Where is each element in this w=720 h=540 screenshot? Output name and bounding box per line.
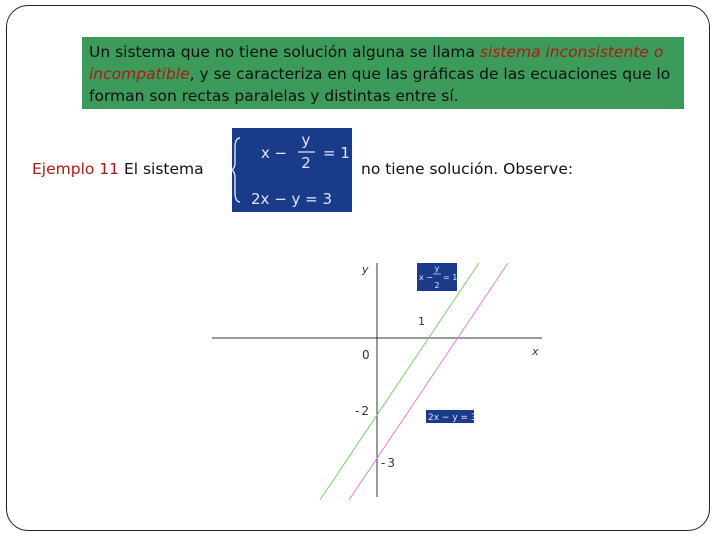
tick-label-1: 1 — [418, 315, 425, 328]
line1-label-den: 2 — [434, 281, 440, 290]
tick-label-neg3: -3 — [381, 456, 397, 470]
example-suffix: no tiene solución. Observe: — [361, 160, 574, 178]
origin-label: 0 — [362, 348, 370, 362]
line1-label — [417, 263, 457, 291]
definition-text-end: , y se caracteriza en que las gráficas de las ecuaciones que lo forman son rectas paralelas y distintas entre sí. — [89, 65, 671, 105]
eq1-rhs: = 1 — [323, 144, 350, 162]
line1-label-lhs: x − — [419, 273, 433, 282]
line2-label-text: 2x − y = 3 — [428, 413, 477, 423]
line2-label — [426, 410, 477, 423]
eq1-fraction-denominator: 2 — [301, 154, 311, 172]
tick-label-neg2: -2 — [355, 404, 371, 418]
eq1-lhs: x − — [261, 144, 288, 162]
example-prefix: El sistema — [123, 160, 204, 178]
y-axis-label: y — [362, 263, 369, 276]
definition-text-start: Un sistema que no tiene solución alguna se llama — [89, 43, 480, 61]
line1-label-rhs: = 1 — [443, 273, 458, 282]
eq2: 2x − y = 3 — [251, 190, 333, 208]
line-eq1 — [349, 263, 508, 500]
definition-term: sistema inconsistente o incompatible — [89, 43, 664, 83]
line-eq2 — [320, 263, 479, 500]
line1-label-num: y — [434, 264, 440, 273]
example-label: Ejemplo 11 — [32, 160, 120, 178]
x-axis-label: x — [532, 345, 539, 358]
eq1-fraction-numerator: y — [301, 131, 311, 149]
